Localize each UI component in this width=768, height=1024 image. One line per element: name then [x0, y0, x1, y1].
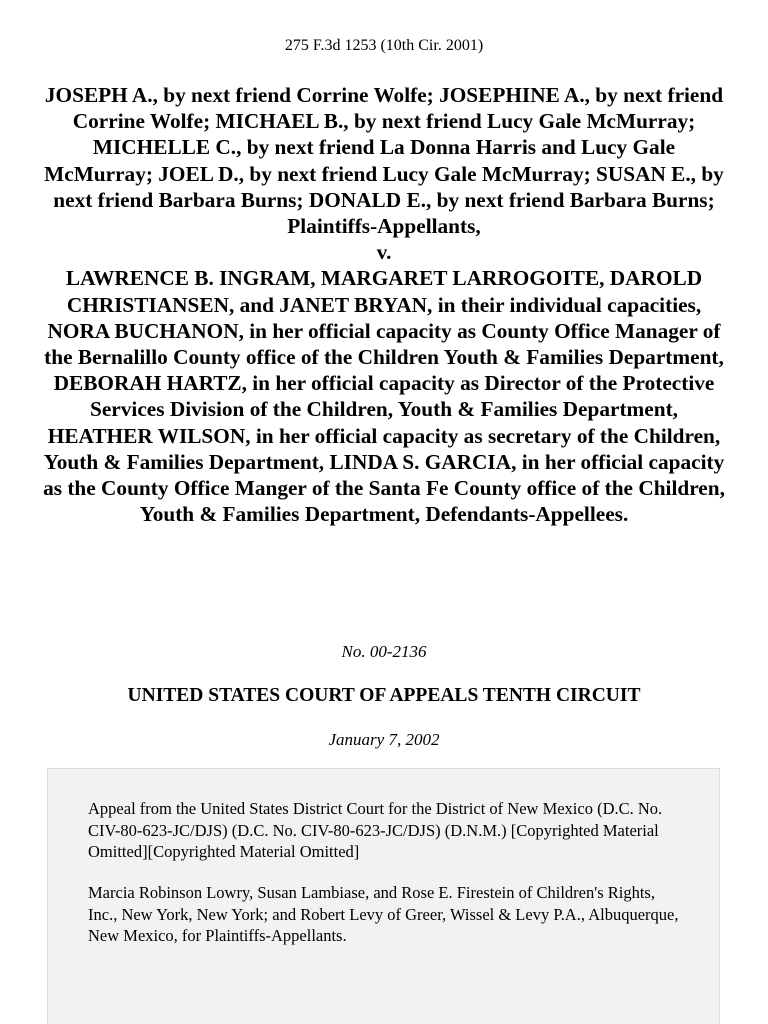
defendants-list: LAWRENCE B. INGRAM, MARGARET LARROGOITE, DAROLD CHRISTIANSEN, and JANET BRYAN, in their individual capacities, NORA BUCHANON, in her official capacity as County Office Manager of the Bernalillo County office of the Children Youth & Families Department, DEBORAH HARTZ, in her official capacity as Director of the Protective Services Division of the Children, Youth & Families Department, HEATHER WILSON, in her official capacity as secretary of the Children, Youth & Families Department, LINDA S. GARCIA, in her official capacity as the County Office Manger of the Santa Fe County office of the Children, Youth & Families Department, Defendants-Appellees.: [43, 266, 725, 527]
case-notes-box: [47, 768, 720, 1024]
docket-number: No. 00-2136: [341, 642, 427, 661]
case-caption: [40, 82, 728, 527]
case-citation: 275 F.3d 1253 (10th Cir. 2001): [284, 37, 484, 54]
court-name: UNITED STATES COURT OF APPEALS TENTH CIRCUIT: [127, 685, 641, 706]
counsel-note: Marcia Robinson Lowry, Susan Lambiase, and Rose E. Firestein of Children's Rights, Inc., New York, New York; and Robert Levy of Greer, Wissel & Levy P.A., Albuquerque, New Mexico, for Plaintiffs-Appellants.: [88, 883, 679, 945]
versus-label: v.: [376, 240, 392, 265]
decision-date: January 7, 2002: [328, 730, 440, 749]
appeal-from-note: Appeal from the United States District Court for the District of New Mexico (D.C. No. CIV-80-623-JC/DJS) (D.C. No. CIV-80-623-JC/DJS) (D.N.M.) [Copyrighted Material Omitted][Copyrighted Material Omitted]: [88, 799, 663, 861]
plaintiffs-list: JOSEPH A., by next friend Corrine Wolfe; JOSEPHINE A., by next friend Corrine Wolfe; MICHAEL B., by next friend Lucy Gale McMurray; MICHELLE C., by next friend La Donna Harris and Lucy Gale McMurray; JOEL D., by next friend Lucy Gale McMurray; SUSAN E., by next friend Barbara Burns; DONALD E., by next friend Barbara Burns; Plaintiffs-Appellants,: [44, 83, 724, 239]
